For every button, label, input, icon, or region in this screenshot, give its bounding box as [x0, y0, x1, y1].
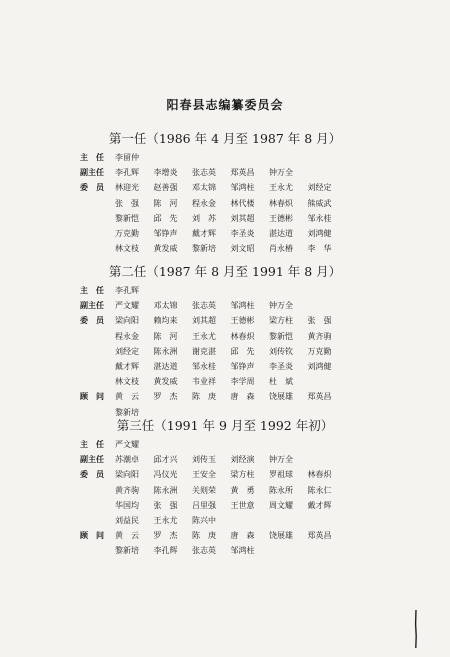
member-row	[80, 166, 308, 179]
member-name: 邹鸿柱	[230, 301, 255, 311]
member-name: 邱才兴	[153, 455, 178, 465]
member-name: 邱 先	[153, 213, 178, 223]
role-label: 主 任	[80, 286, 104, 295]
member-name: 黎新培	[115, 546, 139, 556]
member-name: 陈永仁	[307, 485, 332, 495]
member-names	[115, 151, 154, 164]
term-heading: 第三任（1991 年 9 月至 1992 年初）	[116, 418, 334, 433]
member-name: 林春炽	[269, 198, 293, 208]
member-name: 万克勤	[307, 346, 332, 356]
member-name: 陈 河	[153, 331, 178, 341]
member-name: 黎新培	[115, 407, 139, 417]
member-name: 谢克湛	[192, 346, 216, 356]
member-name: 黄 勇	[230, 485, 255, 495]
member-names	[115, 375, 308, 388]
member-name: 梁方柱	[269, 316, 293, 326]
member-name: 罗祖球	[269, 470, 293, 480]
member-name: 苏潮卓	[115, 455, 139, 465]
member-name: 郑英昌	[307, 392, 332, 402]
member-name: 华国均	[115, 500, 139, 510]
member-name: 黎新培	[192, 244, 216, 254]
member-name: 钟万全	[269, 168, 293, 178]
member-row	[80, 181, 346, 194]
member-name: 罗 杰	[153, 392, 178, 402]
member-names	[115, 181, 346, 194]
member-names	[115, 330, 346, 343]
member-name: 陈兴中	[192, 516, 216, 525]
role-label: 委 员	[80, 316, 104, 326]
member-row	[80, 284, 154, 297]
member-names	[115, 514, 231, 527]
member-name: 郑英昌	[230, 168, 255, 178]
member-row	[80, 499, 346, 512]
member-names	[115, 242, 346, 255]
member-row	[80, 544, 269, 557]
member-row	[80, 484, 346, 497]
member-name: 李 华	[307, 244, 332, 254]
member-name: 林文枝	[115, 244, 139, 254]
member-name: 张志英	[192, 546, 216, 556]
member-name: 王永尤	[192, 331, 216, 341]
member-row	[80, 438, 154, 451]
member-name: 熊威武	[307, 198, 332, 208]
handwritten-mark	[414, 610, 418, 648]
role-label: 副主任	[80, 168, 104, 178]
member-name: 黎新恺	[269, 331, 293, 341]
member-name: 关则荣	[192, 485, 216, 495]
member-name: 邹鸿柱	[230, 183, 255, 193]
member-name: 刘 苏	[192, 213, 216, 223]
member-name: 张志英	[192, 301, 216, 311]
member-name: 张 强	[153, 500, 178, 510]
member-name: 湛达道	[269, 229, 293, 238]
member-name: 罗 杰	[153, 531, 178, 541]
member-name: 杜 斌	[269, 377, 293, 387]
member-name: 刘益民	[115, 516, 139, 525]
member-name: 黄发威	[153, 377, 178, 387]
member-name: 陈 庚	[192, 392, 216, 402]
role-label: 委 员	[80, 183, 104, 193]
member-row	[80, 330, 346, 343]
member-name: 王永尤	[269, 183, 293, 193]
member-name: 李学周	[230, 377, 255, 387]
member-name: 王安全	[192, 470, 216, 480]
member-name: 刘其超	[230, 213, 255, 223]
member-name: 戴才辉	[307, 500, 332, 510]
member-name: 李留仲	[115, 153, 139, 162]
member-name: 戴才辉	[115, 362, 139, 371]
member-name: 万克勤	[115, 229, 139, 238]
member-name: 李孔辉	[153, 546, 178, 556]
member-name: 邓太锦	[153, 301, 178, 311]
member-row	[80, 197, 346, 210]
member-names	[115, 212, 346, 225]
member-name: 李圣炎	[269, 362, 293, 371]
member-names	[115, 314, 346, 327]
member-row	[80, 360, 346, 373]
member-names	[115, 166, 308, 179]
member-name: 林文枝	[115, 377, 139, 387]
member-row	[80, 345, 346, 358]
member-name: 邹永桂	[192, 362, 216, 371]
member-names	[115, 360, 346, 373]
member-name: 刘经演	[230, 455, 255, 465]
role-label: 顾 问	[80, 392, 104, 402]
page-title: 阳春县志编纂委员会	[166, 98, 284, 112]
member-name: 赖均来	[153, 316, 178, 326]
member-name: 饶展雄	[269, 531, 293, 541]
member-name: 陈永所	[269, 485, 293, 495]
member-name: 钟万全	[269, 301, 293, 311]
member-name: 李增炎	[153, 168, 178, 178]
member-name: 王永尤	[153, 516, 178, 525]
member-name: 戴才辉	[192, 229, 216, 238]
role-label: 主 任	[80, 440, 104, 449]
member-name: 钟万全	[269, 455, 293, 465]
member-name: 饶展雄	[269, 392, 293, 402]
member-names	[115, 227, 346, 240]
member-name: 黄发威	[153, 244, 178, 254]
member-name: 李孔辉	[115, 168, 139, 178]
member-name: 陈 河	[153, 198, 178, 208]
member-name: 王德彬	[230, 316, 255, 326]
member-row	[80, 375, 308, 388]
member-row	[80, 529, 346, 542]
term-heading: 第一任（1986 年 4 月至 1987 年 8 月）	[108, 131, 342, 146]
member-names	[115, 284, 154, 297]
role-label: 副主任	[80, 301, 104, 311]
member-names	[115, 390, 346, 403]
member-name: 陈永洲	[153, 346, 178, 356]
member-name: 刘鸿健	[307, 362, 332, 371]
member-name: 肖永椿	[269, 244, 293, 254]
member-name: 邹鸿柱	[230, 546, 255, 556]
member-name: 邓太锦	[192, 183, 216, 193]
member-name: 程永金	[192, 198, 216, 208]
member-name: 韦业祥	[192, 377, 216, 387]
member-names	[115, 299, 308, 312]
member-name: 刘传玉	[192, 455, 216, 465]
member-names	[115, 438, 154, 451]
member-row	[80, 468, 346, 481]
member-name: 李圣炎	[230, 229, 255, 238]
role-label: 顾 问	[80, 531, 104, 541]
member-name: 刘鸿健	[307, 229, 332, 238]
member-name: 李孔辉	[115, 286, 139, 295]
member-name: 梁向阳	[115, 316, 139, 326]
member-name: 湛达道	[153, 362, 178, 371]
member-row	[80, 299, 308, 312]
member-name: 黄 云	[115, 531, 139, 541]
member-name: 刘经定	[307, 183, 332, 193]
member-row	[80, 314, 346, 327]
role-label: 委 员	[80, 470, 104, 480]
member-name: 唐 森	[230, 392, 255, 402]
member-name: 林代楼	[230, 198, 255, 208]
member-names	[115, 453, 308, 466]
member-name: 林春炽	[307, 470, 332, 480]
member-name: 吕里强	[192, 500, 216, 510]
member-row	[80, 390, 346, 403]
member-names	[115, 529, 346, 542]
member-name: 黎新恺	[115, 213, 139, 223]
member-row	[80, 453, 308, 466]
member-name: 王德彬	[269, 213, 293, 223]
member-row	[80, 151, 154, 164]
role-label: 主 任	[80, 153, 104, 162]
member-names	[115, 544, 269, 557]
member-row	[80, 227, 346, 240]
member-name: 邹永桂	[307, 213, 332, 223]
member-names	[115, 345, 346, 358]
member-name: 黄 云	[115, 392, 139, 402]
member-row	[80, 242, 346, 255]
member-row	[80, 514, 231, 527]
member-name: 王世意	[230, 500, 255, 510]
member-name: 陈 庚	[192, 531, 216, 541]
member-name: 张 强	[115, 198, 139, 208]
member-name: 刘其超	[192, 316, 216, 326]
member-names	[115, 484, 346, 497]
member-name: 周文耀	[269, 500, 293, 510]
member-name: 黄齐驹	[307, 331, 332, 341]
member-name: 林迎光	[115, 183, 139, 193]
member-names	[115, 499, 346, 512]
member-name: 邹铮声	[230, 362, 255, 371]
term-heading: 第二任（1987 年 8 月至 1991 年 8 月）	[108, 264, 342, 279]
member-name: 郑英昌	[307, 531, 332, 541]
member-name: 梁向阳	[115, 470, 139, 480]
member-name: 赵善强	[153, 183, 178, 193]
member-name: 张 强	[307, 316, 332, 326]
member-name: 程永金	[115, 331, 139, 341]
member-name: 严文耀	[115, 440, 139, 449]
member-name: 邱 先	[230, 346, 255, 356]
member-name: 陈永洲	[153, 485, 178, 495]
member-names	[115, 468, 346, 481]
member-name: 刘经定	[115, 346, 139, 356]
member-names	[115, 197, 346, 210]
member-name: 邹铮声	[153, 229, 178, 238]
member-name: 林春炽	[230, 331, 255, 341]
role-label: 副主任	[80, 455, 104, 465]
member-name: 冯仪光	[153, 470, 178, 480]
member-name: 严文耀	[115, 301, 139, 311]
member-name: 梁方柱	[230, 470, 255, 480]
member-row	[80, 212, 346, 225]
member-name: 刘传钦	[269, 346, 293, 356]
member-name: 唐 森	[230, 531, 255, 541]
member-name: 刘文昭	[230, 244, 255, 254]
member-name: 张志英	[192, 168, 216, 178]
member-name: 黄齐驹	[115, 485, 139, 495]
